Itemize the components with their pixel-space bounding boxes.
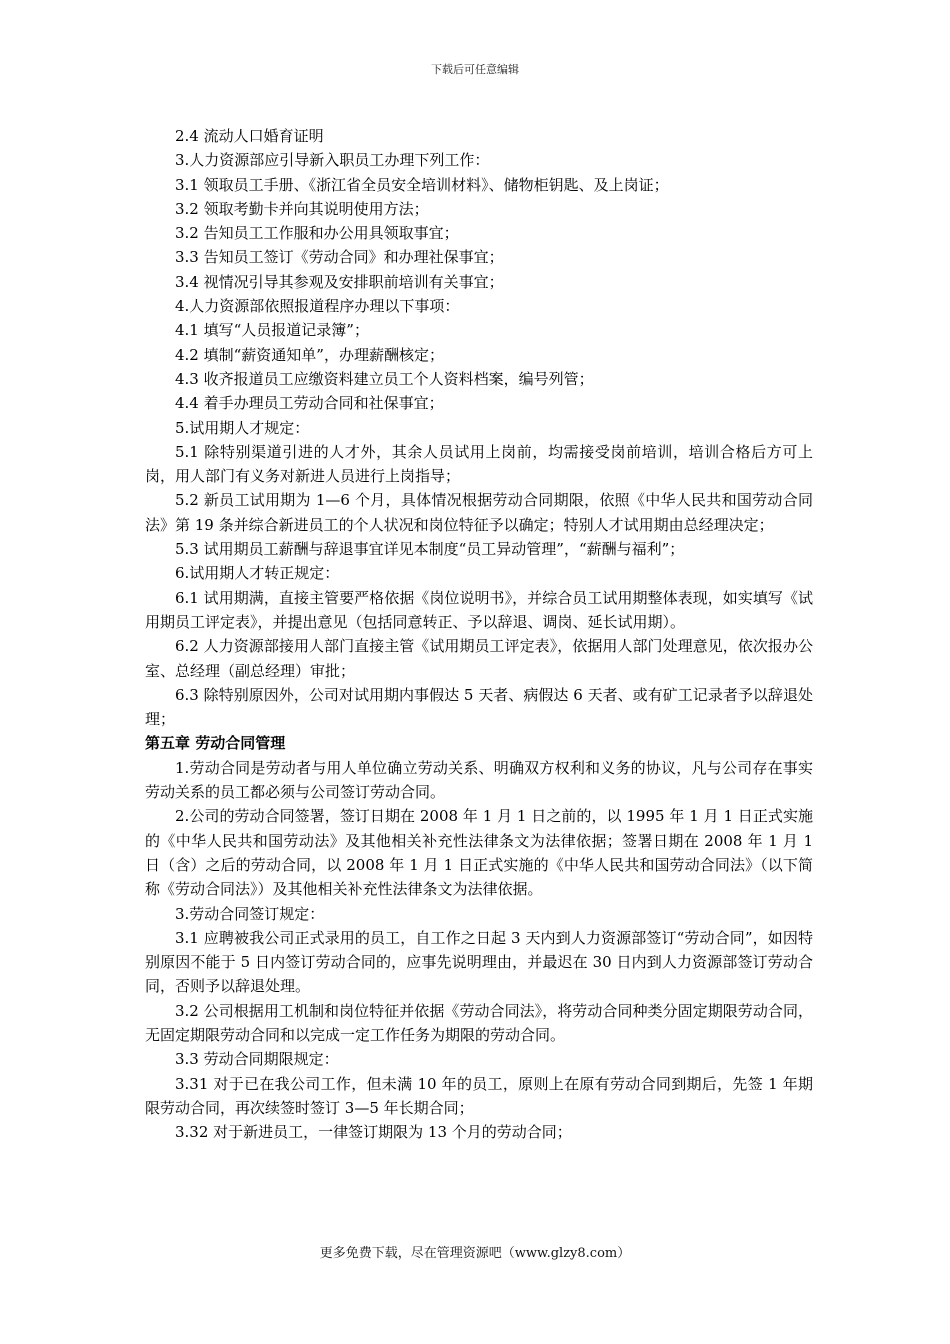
body-paragraph: 3.4 视情况引导其参观及安排职前培训有关事宜； — [175, 272, 504, 291]
body-paragraph: 6.3 除特别原因外，公司对试用期内事假达 5 天者、病假达 6 天者、或有矿工记录者予以辞退处理； — [145, 685, 813, 729]
document-body — [145, 124, 813, 1144]
chapter-heading: 第五章 劳动合同管理 — [145, 734, 286, 753]
page-header: 下载后可任意编辑 — [431, 63, 519, 76]
body-paragraph: 2.公司的劳动合同签署，签订日期在 2008 年 1 月 1 日之前的，以 1995 年 1 月 1 日正式实施的《中华人民共和国劳动法》及其他相关补充性法律条文为法律依据；签署日期在 2008 年 1 月 1 日（含）之后的劳动合同，以 2008 年 1 月 1 日正式实施的《中华人民共和国劳动合同法》（以下简称《劳动合同法》）及其他相关补充性法律条文为法律依据。 — [145, 807, 813, 899]
body-paragraph: 3.劳动合同签订规定： — [175, 904, 325, 923]
body-paragraph: 3.2 领取考勤卡并向其说明使用方法； — [175, 199, 429, 218]
body-paragraph: 6.试用期人才转正规定： — [175, 564, 340, 583]
body-paragraph: 4.1 填写“人员报道记录簿”； — [175, 321, 369, 340]
body-paragraph: 4.2 填制“薪资通知单”，办理薪酬核定； — [175, 345, 444, 364]
body-paragraph: 5.2 新员工试用期为 1—6 个月，具体情况根据劳动合同期限，依照《中华人民共和国劳动合同法》第 19 条并综合新进员工的个人状况和岗位特征予以确定；特别人才试用期由总经理决定； — [145, 491, 813, 534]
body-paragraph: 4.人力资源部依照报道程序办理以下事项： — [175, 297, 460, 316]
body-paragraph: 6.2 人力资源部接用人部门直接主管《试用期员工评定表》，依据用人部门处理意见，依次报办公室、总经理（副总经理）审批； — [145, 637, 813, 680]
body-paragraph: 1.劳动合同是劳动者与用人单位确立劳动关系、明确双方权利和义务的协议，凡与公司存在事实劳动关系的员工都必须与公司签订劳动合同。 — [145, 758, 813, 802]
body-paragraph: 4.3 收齐报道员工应缴资料建立员工个人资料档案，编号列管； — [175, 369, 594, 388]
body-paragraph: 3.31 对于已在我公司工作，但未满 10 年的员工，原则上在原有劳动合同到期后，先签 1 年期限劳动合同，再次续签时签订 3—5 年长期合同； — [145, 1074, 813, 1117]
body-paragraph: 5.1 除特别渠道引进的人才外，其余人员试用上岗前，均需接受岗前培训，培训合格后方可上岗，用人部门有义务对新进人员进行上岗指导； — [145, 442, 813, 486]
body-paragraph: 3.人力资源部应引导新入职员工办理下列工作： — [175, 151, 490, 170]
body-paragraph: 3.3 告知员工签订《劳动合同》和办理社保事宜； — [175, 248, 504, 267]
body-paragraph: 3.1 领取员工手册、《浙江省全员安全培训材料》、储物柜钥匙、及上岗证； — [175, 175, 669, 194]
body-paragraph: 3.3 劳动合同期限规定： — [175, 1050, 339, 1069]
body-paragraph: 3.32 对于新进员工，一律签订期限为 13 个月的劳动合同； — [175, 1123, 572, 1142]
body-paragraph: 5.试用期人才规定： — [175, 418, 310, 437]
body-paragraph: 3.2 公司根据用工机制和岗位特征并依据《劳动合同法》，将劳动合同种类分固定期限劳动合同，无固定期限劳动合同和以完成一定工作任务为期限的劳动合同。 — [145, 1001, 813, 1044]
body-paragraph: 3.1 应聘被我公司正式录用的员工，自工作之日起 3 天内到人力资源部签订“劳动合同”，如因特别原因不能于 5 日内签订劳动合同的，应事先说明理由，并最迟在 30 日内到人力资源部签订劳动合同，否则予以辞退处理。 — [145, 928, 813, 996]
body-paragraph: 6.1 试用期满，直接主管要严格依据《岗位说明书》，并综合员工试用期整体表现，如实填写《试用期员工评定表》，并提出意见（包括同意转正、予以辞退、调岗、延长试用期）。 — [145, 588, 813, 631]
body-paragraph: 4.4 着手办理员工劳动合同和社保事宜； — [175, 394, 444, 413]
page-footer: 更多免费下载，尽在管理资源吧（www.glzy8.com） — [319, 1246, 631, 1261]
body-paragraph: 3.2 告知员工工作服和办公用具领取事宜； — [175, 224, 459, 243]
body-paragraph: 5.3 试用期员工薪酬与辞退事宜详见本制度“员工异动管理”，“薪酬与福利”； — [175, 540, 685, 559]
body-paragraph: 2.4 流动人口婚育证明 — [175, 127, 324, 145]
